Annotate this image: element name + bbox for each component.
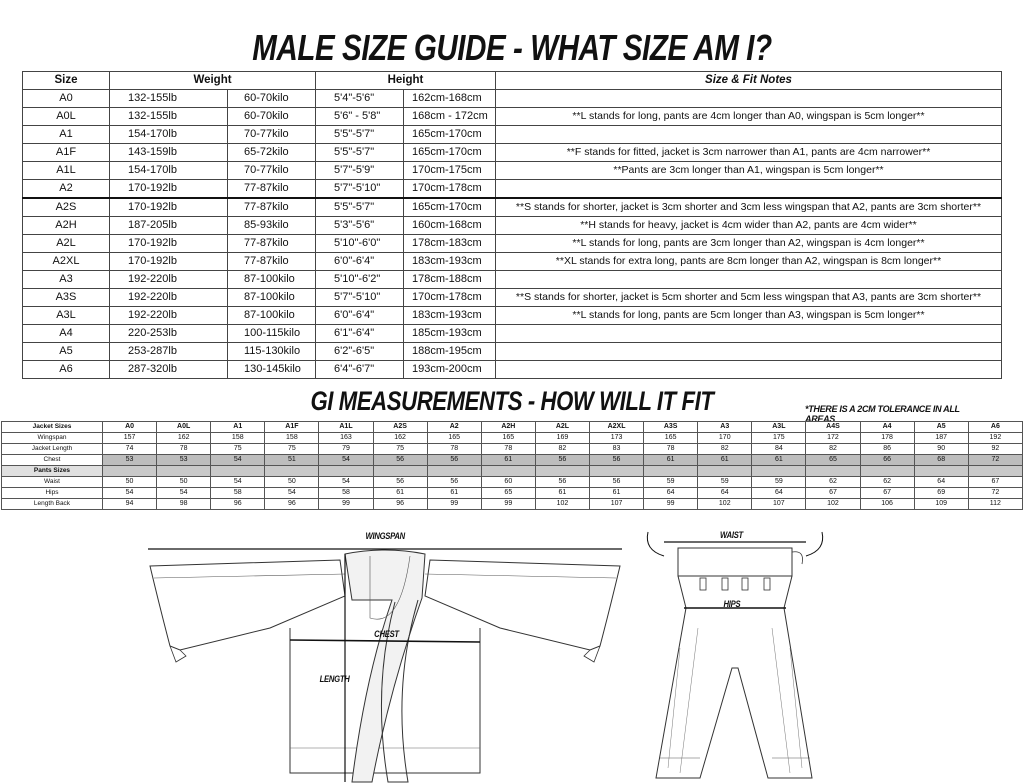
height-ft-cell: 6'0"-6'4" [316, 253, 404, 271]
gi-value-cell: 157 [103, 433, 157, 444]
gi-size-header: A4S [806, 422, 860, 433]
gi-value-cell: 84 [752, 444, 806, 455]
height-cm-cell: 170cm-178cm [404, 180, 496, 199]
height-cm-cell: 170cm-175cm [404, 162, 496, 180]
weight-lb-cell: 192-220lb [110, 307, 228, 325]
gi-value-cell: 86 [860, 444, 914, 455]
height-cm-cell: 160cm-168cm [404, 217, 496, 235]
gi-table-body [2, 422, 1023, 510]
header-size: Size [23, 72, 110, 90]
gi-value-cell: 69 [914, 488, 968, 499]
height-cm-cell: 188cm-195cm [404, 343, 496, 361]
size-cell: A2H [23, 217, 110, 235]
size-row [23, 217, 1002, 235]
gi-size-header: A1F [265, 422, 319, 433]
height-cm-cell: 165cm-170cm [404, 126, 496, 144]
section-filler [319, 466, 373, 477]
section-filler [481, 466, 535, 477]
size-cell: A1 [23, 126, 110, 144]
size-row [23, 271, 1002, 289]
size-cell: A0L [23, 108, 110, 126]
gi-value-cell: 99 [481, 499, 535, 510]
gi-value-cell: 82 [698, 444, 752, 455]
fit-note-cell [496, 180, 1002, 199]
weight-kg-cell: 130-145kilo [228, 361, 316, 379]
height-cm-cell: 165cm-170cm [404, 198, 496, 217]
gi-value-cell: 56 [589, 455, 643, 466]
gi-size-header: A1L [319, 422, 373, 433]
size-cell: A2S [23, 198, 110, 217]
section-filler [860, 466, 914, 477]
height-ft-cell: 5'5"-5'7" [316, 198, 404, 217]
gi-value-cell: 158 [211, 433, 265, 444]
gi-value-cell: 56 [373, 455, 427, 466]
gi-value-cell: 61 [698, 455, 752, 466]
jacket-sizes-label: Jacket Sizes [2, 422, 103, 433]
gi-value-cell: 54 [319, 477, 373, 488]
weight-kg-cell: 70-77kilo [228, 162, 316, 180]
gi-value-cell: 99 [644, 499, 698, 510]
size-row [23, 162, 1002, 180]
weight-kg-cell: 60-70kilo [228, 90, 316, 108]
height-ft-cell: 6'2"-6'5" [316, 343, 404, 361]
weight-kg-cell: 77-87kilo [228, 180, 316, 199]
size-cell: A3 [23, 271, 110, 289]
gi-value-cell: 61 [373, 488, 427, 499]
weight-kg-cell: 85-93kilo [228, 217, 316, 235]
size-cell: A5 [23, 343, 110, 361]
weight-lb-cell: 154-170lb [110, 162, 228, 180]
gi-value-cell: 78 [481, 444, 535, 455]
pants-waistband [678, 548, 792, 576]
gi-jacket-row [2, 433, 1023, 444]
height-cm-cell: 183cm-193cm [404, 253, 496, 271]
fit-note-cell: **H stands for heavy, jacket is 4cm wider than A2, pants are 4cm wider** [496, 217, 1002, 235]
gi-value-cell: 53 [103, 455, 157, 466]
gi-value-cell: 59 [698, 477, 752, 488]
size-cell: A3S [23, 289, 110, 307]
gi-value-cell: 109 [914, 499, 968, 510]
section-filler [103, 466, 157, 477]
section-filler [535, 466, 589, 477]
fit-note-cell: **L stands for long, pants are 4cm longer than A0, wingspan is 5cm longer** [496, 108, 1002, 126]
size-row [23, 108, 1002, 126]
pants-sizes-section-row [2, 466, 1023, 477]
gi-value-cell: 173 [589, 433, 643, 444]
gi-value-cell: 165 [644, 433, 698, 444]
weight-lb-cell: 187-205lb [110, 217, 228, 235]
gi-value-cell: 172 [806, 433, 860, 444]
height-cm-cell: 193cm-200cm [404, 361, 496, 379]
size-row [23, 307, 1002, 325]
gi-value-cell: 165 [481, 433, 535, 444]
weight-lb-cell: 170-192lb [110, 180, 228, 199]
gi-value-cell: 62 [806, 477, 860, 488]
size-table-header-row [23, 72, 1002, 90]
gi-value-cell: 175 [752, 433, 806, 444]
weight-kg-cell: 87-100kilo [228, 307, 316, 325]
fit-note-cell [496, 271, 1002, 289]
section-filler [914, 466, 968, 477]
size-cell: A1F [23, 144, 110, 162]
gi-value-cell: 75 [265, 444, 319, 455]
size-cell: A6 [23, 361, 110, 379]
gi-size-header: A3 [698, 422, 752, 433]
section-filler [373, 466, 427, 477]
gi-size-header: A4 [860, 422, 914, 433]
gi-pants-row [2, 477, 1023, 488]
gi-row-label: Chest [2, 455, 103, 466]
size-cell: A2XL [23, 253, 110, 271]
weight-lb-cell: 220-253lb [110, 325, 228, 343]
gi-value-cell: 170 [698, 433, 752, 444]
gi-value-cell: 56 [589, 477, 643, 488]
gi-value-cell: 56 [373, 477, 427, 488]
weight-kg-cell: 87-100kilo [228, 289, 316, 307]
height-ft-cell: 5'5"-5'7" [316, 144, 404, 162]
gi-value-cell: 94 [103, 499, 157, 510]
jacket-diagram [140, 538, 630, 784]
size-row [23, 253, 1002, 271]
height-ft-cell: 5'4"-5'6" [316, 90, 404, 108]
height-ft-cell: 5'10"-6'0" [316, 235, 404, 253]
gi-value-cell: 64 [698, 488, 752, 499]
gi-value-cell: 82 [535, 444, 589, 455]
section-filler [589, 466, 643, 477]
weight-lb-cell: 192-220lb [110, 289, 228, 307]
gi-value-cell: 107 [589, 499, 643, 510]
gi-value-cell: 64 [644, 488, 698, 499]
size-cell: A0 [23, 90, 110, 108]
gi-value-cell: 67 [806, 488, 860, 499]
height-cm-cell: 162cm-168cm [404, 90, 496, 108]
gi-value-cell: 54 [211, 477, 265, 488]
header-weight: Weight [110, 72, 316, 90]
gi-value-cell: 98 [157, 499, 211, 510]
gi-value-cell: 59 [752, 477, 806, 488]
gi-value-cell: 192 [968, 433, 1022, 444]
gi-value-cell: 72 [968, 488, 1022, 499]
weight-kg-cell: 115-130kilo [228, 343, 316, 361]
section-filler [644, 466, 698, 477]
gi-value-cell: 96 [265, 499, 319, 510]
gi-value-cell: 169 [535, 433, 589, 444]
height-cm-cell: 183cm-193cm [404, 307, 496, 325]
gi-pants-row [2, 499, 1023, 510]
gi-value-cell: 61 [589, 488, 643, 499]
section-filler [806, 466, 860, 477]
gi-value-cell: 78 [644, 444, 698, 455]
gi-value-cell: 102 [698, 499, 752, 510]
size-cell: A4 [23, 325, 110, 343]
size-cell: A2 [23, 180, 110, 199]
height-cm-cell: 170cm-178cm [404, 289, 496, 307]
height-cm-cell: 185cm-193cm [404, 325, 496, 343]
height-ft-cell: 5'5"-5'7" [316, 126, 404, 144]
weight-lb-cell: 170-192lb [110, 198, 228, 217]
height-cm-cell: 165cm-170cm [404, 144, 496, 162]
gi-value-cell: 64 [914, 477, 968, 488]
gi-size-header-row [2, 422, 1023, 433]
fit-note-cell [496, 126, 1002, 144]
gi-value-cell: 112 [968, 499, 1022, 510]
weight-kg-cell: 100-115kilo [228, 325, 316, 343]
gi-size-header: A0L [157, 422, 211, 433]
wingspan-label: WINGSPAN [365, 531, 405, 541]
gi-size-header: A2L [535, 422, 589, 433]
gi-value-cell: 102 [806, 499, 860, 510]
gi-value-cell: 61 [752, 455, 806, 466]
gi-value-cell: 54 [319, 455, 373, 466]
gi-value-cell: 50 [103, 477, 157, 488]
tolerance-note: *THERE IS A 2CM TOLERANCE IN ALL AREAS [805, 404, 960, 424]
size-cell: A3L [23, 307, 110, 325]
gi-value-cell: 72 [968, 455, 1022, 466]
gi-value-cell: 61 [644, 455, 698, 466]
gi-value-cell: 56 [535, 477, 589, 488]
section-filler [157, 466, 211, 477]
gi-value-cell: 78 [157, 444, 211, 455]
gi-value-cell: 50 [157, 477, 211, 488]
section-filler [968, 466, 1022, 477]
height-ft-cell: 5'6" - 5'8" [316, 108, 404, 126]
gi-value-cell: 82 [806, 444, 860, 455]
gi-value-cell: 107 [752, 499, 806, 510]
weight-kg-cell: 65-72kilo [228, 144, 316, 162]
size-row [23, 180, 1002, 199]
size-row [23, 289, 1002, 307]
gi-value-cell: 54 [211, 455, 265, 466]
gi-value-cell: 96 [373, 499, 427, 510]
gi-value-cell: 61 [427, 488, 481, 499]
gi-value-cell: 165 [427, 433, 481, 444]
fit-note-cell: **S stands for shorter, jacket is 5cm shorter and 5cm less wingspan that A3, pants are 3cm shorter** [496, 289, 1002, 307]
gi-size-header: A6 [968, 422, 1022, 433]
gi-jacket-row [2, 444, 1023, 455]
pants-sizes-label: Pants Sizes [2, 466, 103, 477]
size-table-body [23, 90, 1002, 379]
gi-row-label: Length Back [2, 499, 103, 510]
gi-value-cell: 50 [265, 477, 319, 488]
gi-size-header: A3L [752, 422, 806, 433]
size-row [23, 325, 1002, 343]
gi-row-label: Jacket Length [2, 444, 103, 455]
gi-row-label: Hips [2, 488, 103, 499]
gi-measurements-table [1, 421, 1023, 510]
height-ft-cell: 5'10"-6'2" [316, 271, 404, 289]
gi-value-cell: 58 [211, 488, 265, 499]
gi-value-cell: 58 [319, 488, 373, 499]
gi-value-cell: 59 [644, 477, 698, 488]
section-filler [211, 466, 265, 477]
size-row [23, 126, 1002, 144]
weight-lb-cell: 154-170lb [110, 126, 228, 144]
size-guide-title: MALE SIZE GUIDE - WHAT SIZE AM I? [252, 27, 772, 68]
size-row [23, 361, 1002, 379]
weight-kg-cell: 70-77kilo [228, 126, 316, 144]
fit-note-cell: **Pants are 3cm longer than A1, wingspan is 5cm longer** [496, 162, 1002, 180]
size-row [23, 198, 1002, 217]
gi-value-cell: 66 [860, 455, 914, 466]
gi-value-cell: 102 [535, 499, 589, 510]
section-filler [427, 466, 481, 477]
header-height: Height [316, 72, 496, 90]
gi-pants-row [2, 488, 1023, 499]
section-filler [698, 466, 752, 477]
weight-lb-cell: 253-287lb [110, 343, 228, 361]
chest-label: CHEST [374, 629, 399, 639]
measurements-title: GI MEASUREMENTS - HOW WILL IT FIT [310, 386, 714, 416]
gi-value-cell: 54 [103, 488, 157, 499]
weight-kg-cell: 87-100kilo [228, 271, 316, 289]
gi-value-cell: 90 [914, 444, 968, 455]
height-cm-cell: 178cm-183cm [404, 235, 496, 253]
right-sleeve [425, 560, 620, 650]
gi-value-cell: 163 [319, 433, 373, 444]
gi-value-cell: 60 [481, 477, 535, 488]
gi-value-cell: 162 [373, 433, 427, 444]
size-row [23, 144, 1002, 162]
gi-value-cell: 56 [427, 455, 481, 466]
gi-value-cell: 64 [752, 488, 806, 499]
weight-kg-cell: 77-87kilo [228, 253, 316, 271]
height-ft-cell: 5'3"-5'6" [316, 217, 404, 235]
gi-size-header: A2 [427, 422, 481, 433]
gi-value-cell: 54 [265, 488, 319, 499]
gi-value-cell: 67 [968, 477, 1022, 488]
gi-row-label: Waist [2, 477, 103, 488]
section-filler [265, 466, 319, 477]
size-cell: A1L [23, 162, 110, 180]
height-cm-cell: 168cm - 172cm [404, 108, 496, 126]
size-row [23, 90, 1002, 108]
weight-lb-cell: 287-320lb [110, 361, 228, 379]
gi-value-cell: 74 [103, 444, 157, 455]
gi-value-cell: 75 [373, 444, 427, 455]
fit-note-cell [496, 343, 1002, 361]
section-filler [752, 466, 806, 477]
gi-size-header: A3S [644, 422, 698, 433]
weight-lb-cell: 170-192lb [110, 253, 228, 271]
fit-note-cell: **L stands for long, pants are 5cm longer than A3, wingspan is 5cm longer** [496, 307, 1002, 325]
height-ft-cell: 5'7"-5'9" [316, 162, 404, 180]
gi-size-header: A0 [103, 422, 157, 433]
gi-value-cell: 54 [157, 488, 211, 499]
weight-lb-cell: 132-155lb [110, 108, 228, 126]
gi-value-cell: 56 [427, 477, 481, 488]
gi-jacket-row [2, 455, 1023, 466]
weight-lb-cell: 170-192lb [110, 235, 228, 253]
height-ft-cell: 6'4"-6'7" [316, 361, 404, 379]
gi-size-header: A1 [211, 422, 265, 433]
waist-label: WAIST [720, 530, 743, 540]
height-cm-cell: 178cm-188cm [404, 271, 496, 289]
gi-value-cell: 178 [860, 433, 914, 444]
gi-value-cell: 79 [319, 444, 373, 455]
gi-value-cell: 65 [481, 488, 535, 499]
gi-value-cell: 67 [860, 488, 914, 499]
gi-value-cell: 99 [319, 499, 373, 510]
gi-value-cell: 56 [535, 455, 589, 466]
weight-kg-cell: 77-87kilo [228, 235, 316, 253]
gi-value-cell: 158 [265, 433, 319, 444]
weight-lb-cell: 192-220lb [110, 271, 228, 289]
fit-note-cell: **L stands for long, pants are 3cm longer than A2, wingspan is 4cm longer** [496, 235, 1002, 253]
gi-value-cell: 62 [860, 477, 914, 488]
gi-value-cell: 99 [427, 499, 481, 510]
gi-value-cell: 187 [914, 433, 968, 444]
weight-lb-cell: 132-155lb [110, 90, 228, 108]
height-ft-cell: 5'7"-5'10" [316, 180, 404, 199]
weight-lb-cell: 143-159lb [110, 144, 228, 162]
gi-value-cell: 53 [157, 455, 211, 466]
gi-value-cell: 51 [265, 455, 319, 466]
fit-note-cell [496, 90, 1002, 108]
gi-size-header: A2H [481, 422, 535, 433]
gi-value-cell: 162 [157, 433, 211, 444]
size-guide-table [22, 71, 1002, 379]
height-ft-cell: 5'7"-5'10" [316, 289, 404, 307]
gi-value-cell: 96 [211, 499, 265, 510]
height-ft-cell: 6'0"-6'4" [316, 307, 404, 325]
chest-line [290, 640, 480, 642]
weight-kg-cell: 77-87kilo [228, 198, 316, 217]
gi-value-cell: 92 [968, 444, 1022, 455]
hips-label: HIPS [723, 599, 741, 609]
header-notes: Size & Fit Notes [496, 72, 1002, 90]
gi-size-header: A2S [373, 422, 427, 433]
gi-value-cell: 61 [535, 488, 589, 499]
gi-value-cell: 78 [427, 444, 481, 455]
fit-note-cell: **XL stands for extra long, pants are 8cm longer than A2, wingspan is 8cm longer** [496, 253, 1002, 271]
jacket-lapel [345, 550, 425, 782]
gi-size-header: A2XL [589, 422, 643, 433]
gi-value-cell: 68 [914, 455, 968, 466]
fit-note-cell: **F stands for fitted, jacket is 3cm narrower than A1, pants are 4cm narrower** [496, 144, 1002, 162]
height-ft-cell: 6'1"-6'4" [316, 325, 404, 343]
left-sleeve [150, 560, 345, 650]
size-row [23, 343, 1002, 361]
gi-size-header: A5 [914, 422, 968, 433]
size-row [23, 235, 1002, 253]
length-label: LENGTH [319, 674, 350, 684]
size-cell: A2L [23, 235, 110, 253]
gi-value-cell: 106 [860, 499, 914, 510]
fit-note-cell [496, 325, 1002, 343]
gi-value-cell: 75 [211, 444, 265, 455]
fit-note-cell [496, 361, 1002, 379]
gi-value-cell: 65 [806, 455, 860, 466]
pants-diagram [640, 528, 830, 784]
fit-note-cell: **S stands for shorter, jacket is 3cm shorter and 3cm less wingspan that A2, pants are 3cm shorter** [496, 198, 1002, 217]
weight-kg-cell: 60-70kilo [228, 108, 316, 126]
gi-row-label: Wingspan [2, 433, 103, 444]
gi-value-cell: 83 [589, 444, 643, 455]
gi-value-cell: 61 [481, 455, 535, 466]
